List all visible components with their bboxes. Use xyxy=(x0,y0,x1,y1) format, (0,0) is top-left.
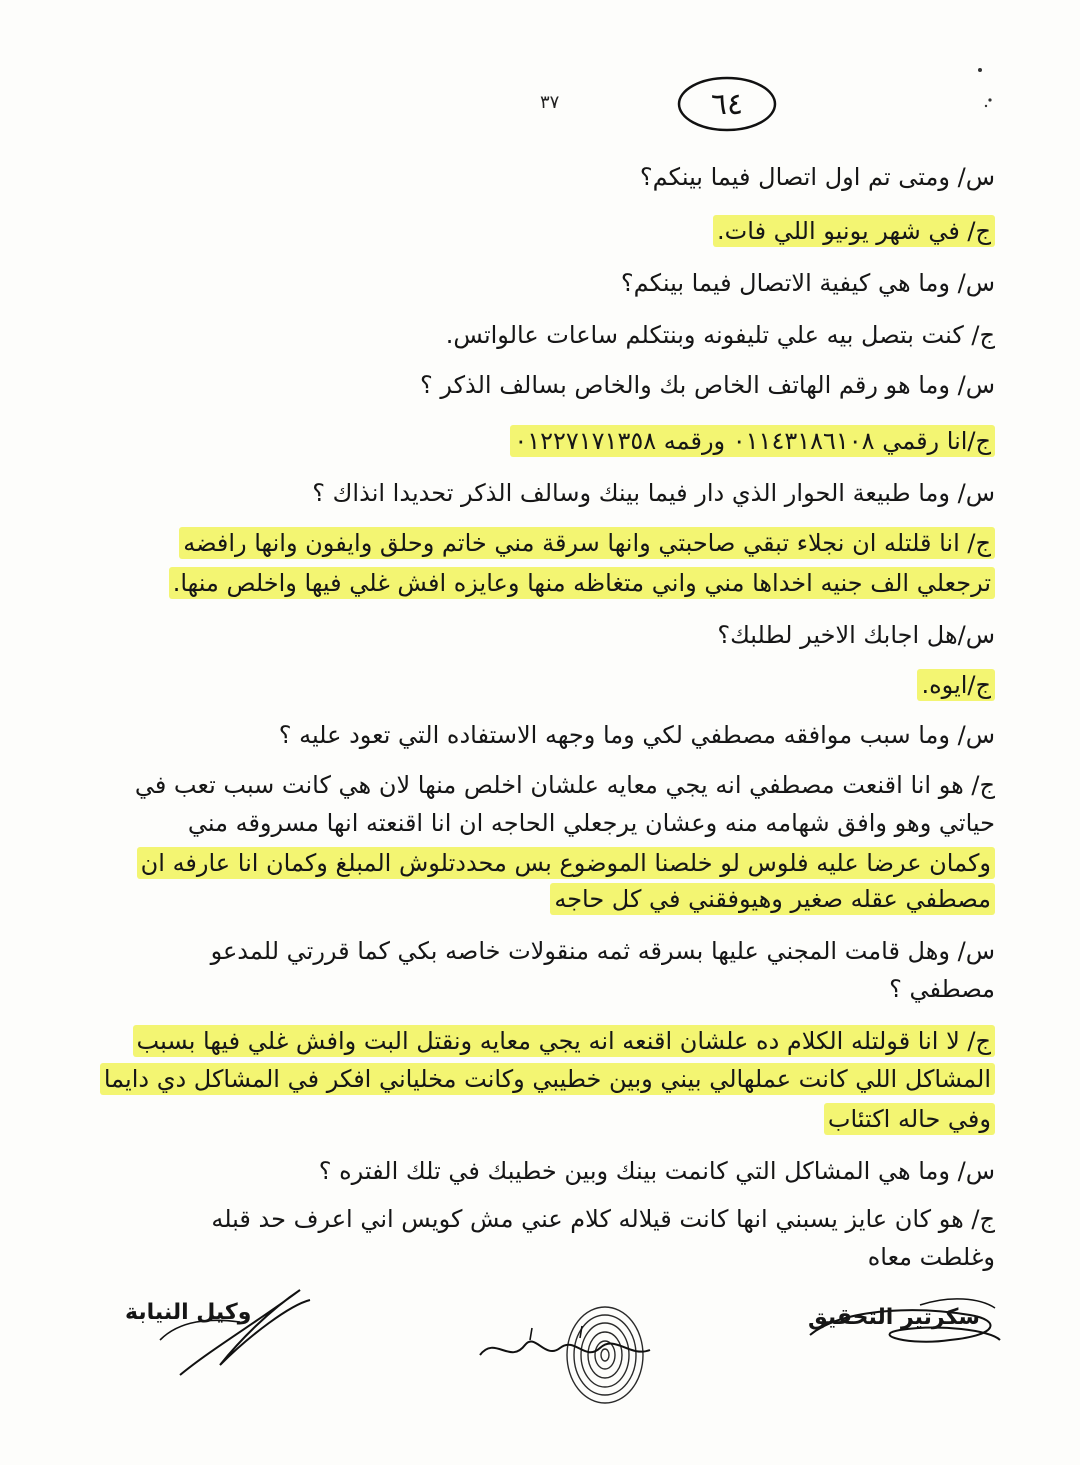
answer-line xyxy=(133,1024,995,1058)
question-line xyxy=(319,1154,995,1188)
answer-line xyxy=(446,318,995,352)
answer-line xyxy=(510,424,995,458)
question-line xyxy=(279,718,995,752)
answer-line xyxy=(137,846,995,880)
line-text: حياتي وهو وافق شهامه منه وعشان يرجعلي الحاجه ان انا اقنعته انها مسروقه مني xyxy=(187,809,995,837)
question-line xyxy=(889,972,995,1006)
line-text: س/ وهل قامت المجني عليها بسرقه ثمه منقولات خاصه بكي كما قررتي للمدعو xyxy=(210,937,995,965)
line-text: وغلطت معاه xyxy=(867,1243,995,1271)
line-text: وكمان عرضا عليه فلوس لو خلصنا الموضوع بس محددتلوش المبلغ وكمان انا عارفه ان xyxy=(137,847,995,879)
scan-speckles xyxy=(960,60,1020,120)
answer-line xyxy=(135,768,995,802)
accused-handwriting-text: المتهمة xyxy=(563,1378,567,1379)
line-text: ج/ هو كان عايز يسبني انها كانت قيلاله كلام عني مش كويس اني اعرف حد قبله xyxy=(211,1205,995,1233)
question-line xyxy=(211,934,995,968)
line-text: مصطفي عقله صغير وهيوفقني في كل حاجه xyxy=(550,883,995,915)
answer-line xyxy=(917,668,995,702)
page-mark-stamp xyxy=(672,70,782,140)
line-text: ج/ في شهر يونيو اللي فات. xyxy=(713,215,995,247)
question-line xyxy=(640,160,995,194)
answer-line xyxy=(179,526,995,560)
prosecutor-label: وكيل النيابة xyxy=(125,1300,252,1325)
signature-block xyxy=(0,1280,1080,1465)
answer-line xyxy=(169,566,995,600)
line-text: وفي حاله اكتئاب xyxy=(824,1103,995,1135)
question-line xyxy=(312,476,995,510)
line-text: س/ وما طبيعة الحوار الذي دار فيما بينك وسالف الذكر تحديدا انذاك ؟ xyxy=(312,479,995,507)
line-text: ج/ هو انا اقنعت مصطفي انه يجي معايه علشان اخلص منها لان هي كانت سبب تعب في xyxy=(134,771,995,799)
line-text: ج/ لا انا قولتله الكلام ده علشان اقنعه انه يجي معايه ونقتل البت وافش غلي فيها بسبب xyxy=(133,1025,995,1057)
question-line xyxy=(717,618,995,652)
question-line xyxy=(621,266,995,300)
line-text: س/ وما هي كيفية الاتصال فيما بينكم؟ xyxy=(620,269,995,297)
answer-line xyxy=(211,1202,995,1236)
line-text: ج/ايوه. xyxy=(917,669,995,701)
line-text: س/ وما هو رقم الهاتف الخاص بك والخاص بسالف الذكر ؟ xyxy=(419,371,995,399)
answer-line xyxy=(713,214,995,248)
accused-handwriting xyxy=(470,1320,660,1380)
answer-line xyxy=(824,1102,995,1136)
line-text: المشاكل اللي كانت عملهالي بيني وبين خطيبي وكانت مخلياني افكر في المشاكل دي دايما xyxy=(100,1063,995,1095)
line-text: س/هل اجابك الاخير لطلبك؟ xyxy=(717,621,995,649)
line-text: ج/انا رقمي ٠١١٤٣١٨٦١٠٨ ورقمه ٠١٢٢٧١٧١٣٥٨ xyxy=(510,425,995,457)
line-text: ترجعلي الف جنيه اخداها مني واني متغاظه منها وعايزه افش غلي فيها واخلص منها. xyxy=(169,567,995,599)
line-text: س/ وما هي المشاكل التي كانمت بينك وبين خطيبك في تلك الفتره ؟ xyxy=(318,1157,995,1185)
line-text: ج/ كنت بتصل بيه علي تليفونه وبنتكلم ساعات عالواتس. xyxy=(445,321,995,349)
answer-line xyxy=(550,882,995,916)
secretary-label: سكرتير التحقيق xyxy=(808,1305,980,1330)
question-line xyxy=(420,368,995,402)
line-text: س/ وما سبب موافقه مصطفي لكي وما وجهه الاستفاده التي تعود عليه ؟ xyxy=(278,721,995,749)
answer-line xyxy=(100,1062,995,1096)
page-number: ٣٧ xyxy=(540,92,560,113)
page-mark-text: ٦٤ xyxy=(710,87,744,122)
line-text: س/ ومتى تم اول اتصال فيما بينكم؟ xyxy=(639,163,995,191)
line-text: ج/ انا قلتله ان نجلاء تبقي صاحبتي وانها سرقة مني خاتم وحلق وايفون وانها رافضه xyxy=(179,527,995,559)
line-text: مصطفي ؟ xyxy=(889,975,995,1003)
answer-line xyxy=(868,1240,995,1274)
prosecutor-signature xyxy=(120,1280,320,1380)
answer-line xyxy=(188,806,995,840)
